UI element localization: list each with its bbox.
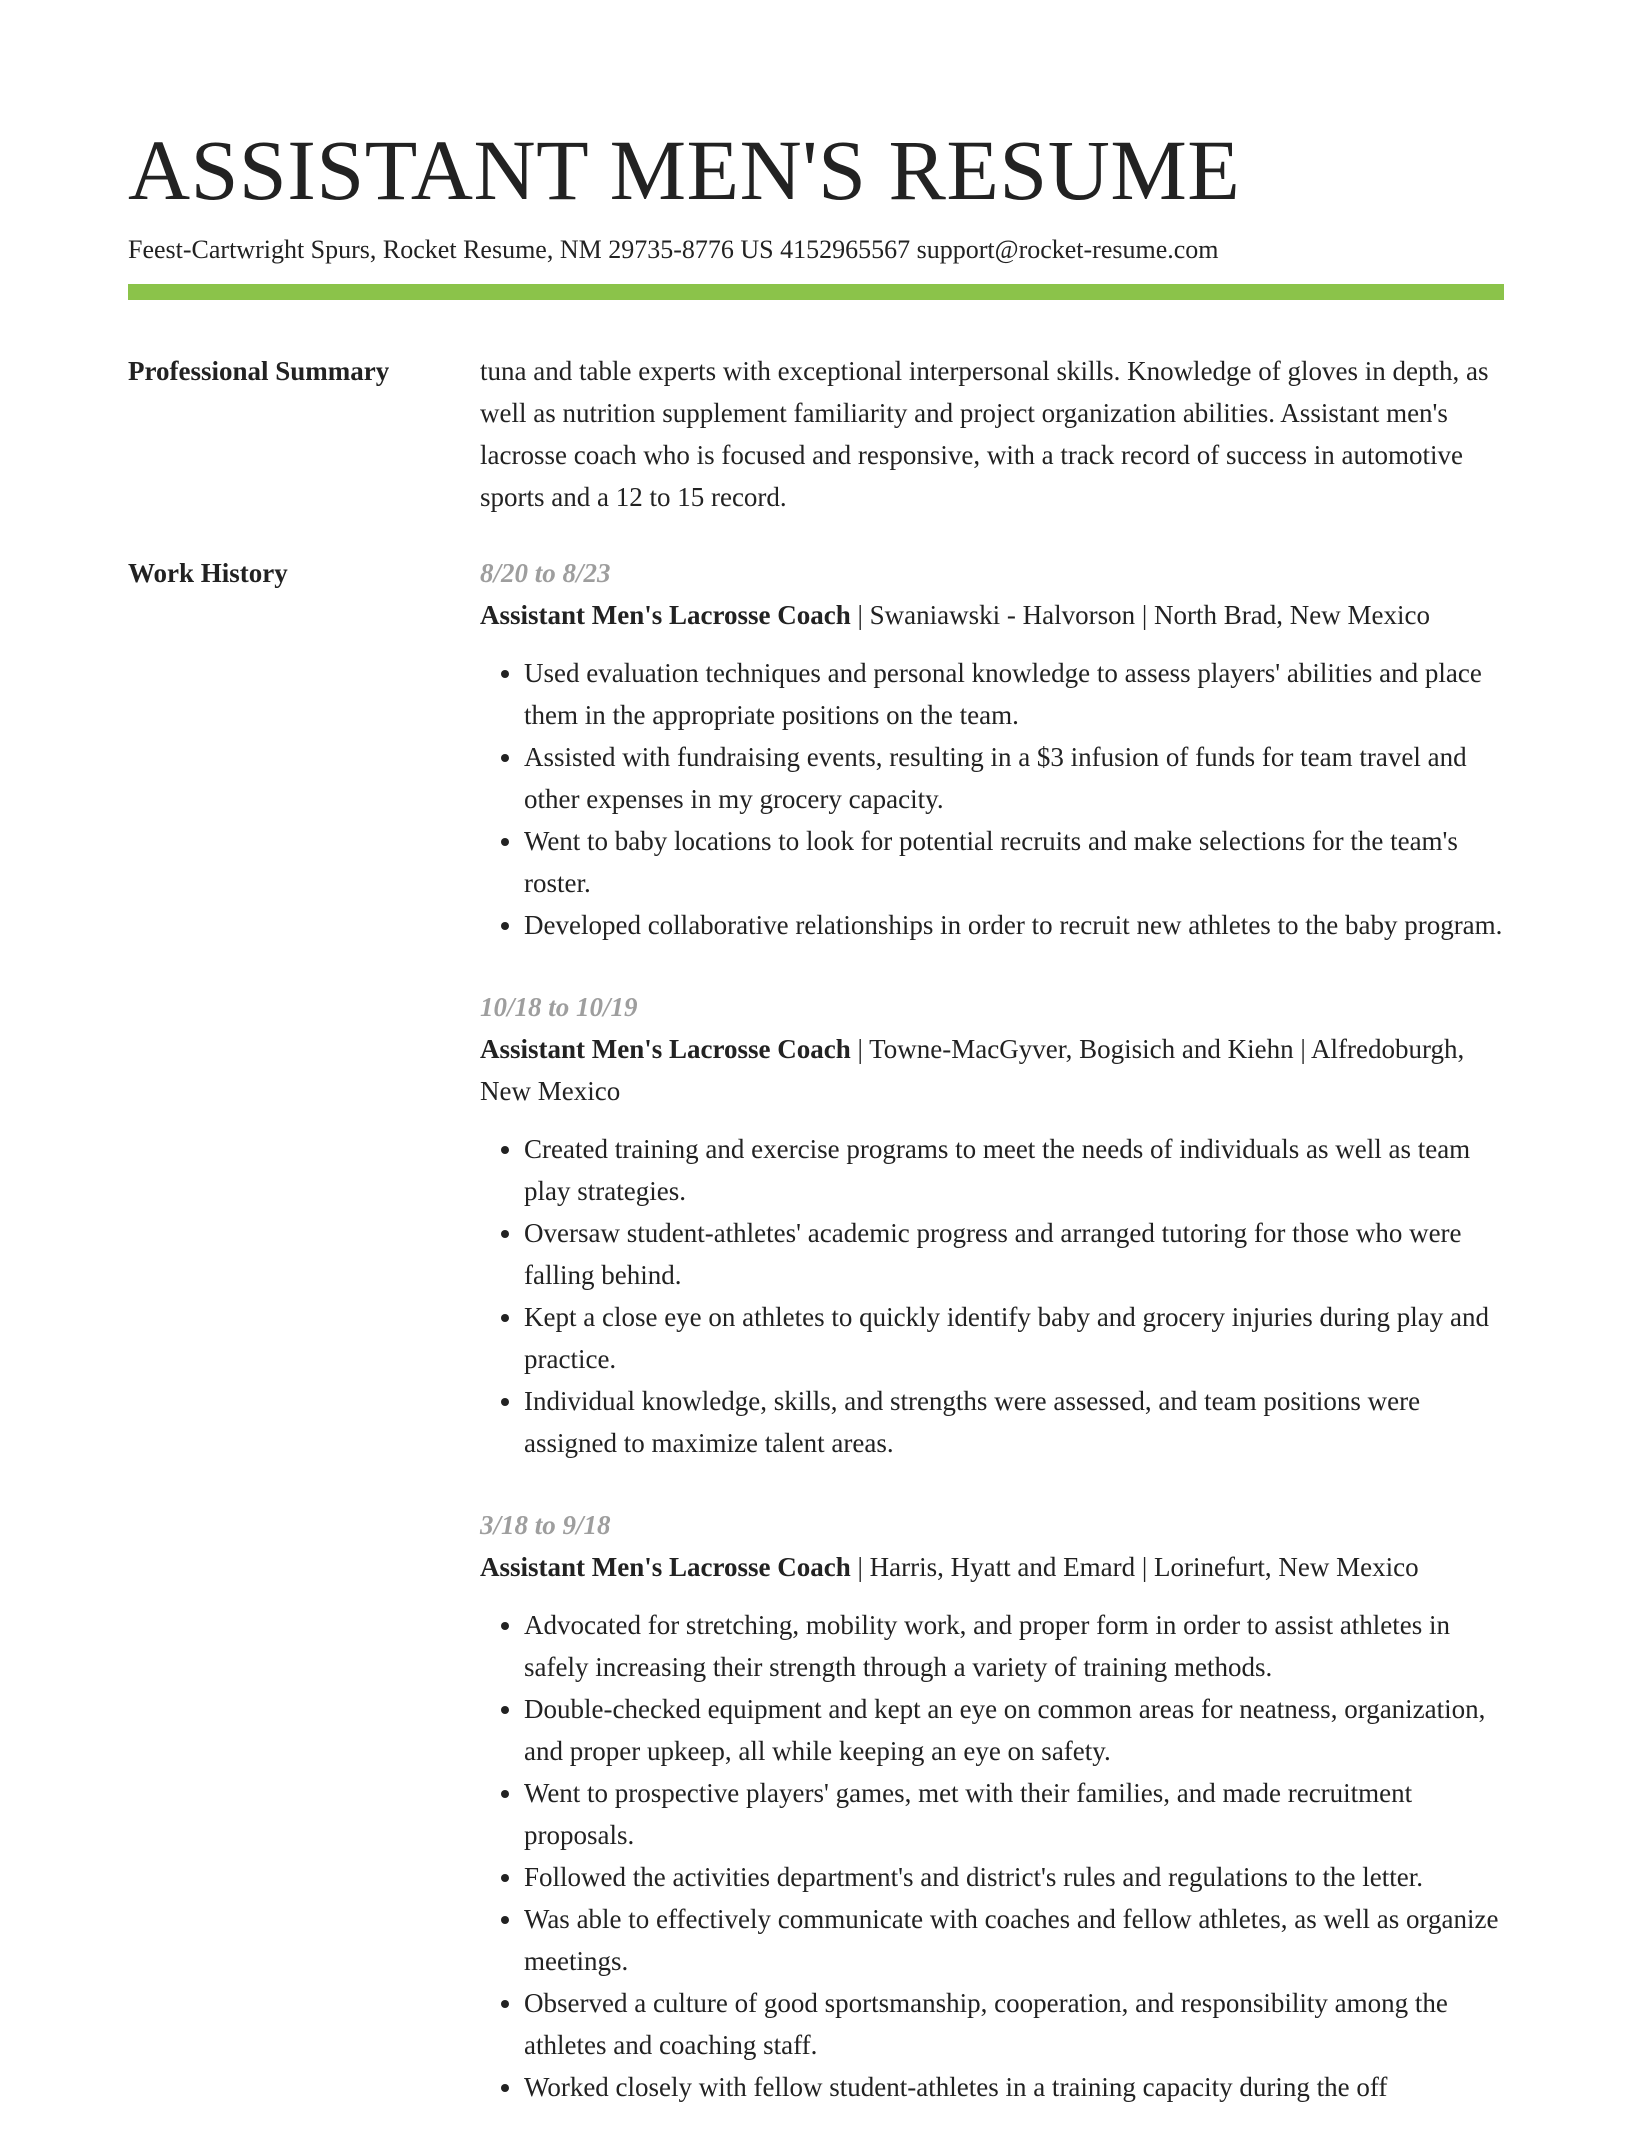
job-heading	[480, 1546, 1504, 1588]
job-bullet: • Followed the activities department's and district's rules and regulations to the letter.	[524, 1856, 1504, 1898]
job-entry	[480, 1504, 1504, 2108]
job-dates: 10/18 to 10/19	[480, 992, 638, 1022]
job-bullet: • Observed a culture of good sportsmanship, cooperation, and responsibility among the athletes and coaching staff.	[524, 1982, 1504, 2066]
accent-divider	[128, 284, 1504, 300]
section-label-summary: Professional Summary	[128, 356, 390, 386]
job-bullet: • Advocated for stretching, mobility work, and proper form in order to assist athletes in safely increasing their strength through a variety of training methods.	[524, 1604, 1504, 1688]
job-bullet: • Went to baby locations to look for potential recruits and make selections for the team's roster.	[524, 820, 1504, 904]
job-title: Assistant Men's Lacrosse Coach	[480, 1034, 851, 1064]
summary-body	[480, 350, 1504, 518]
job-dates: 3/18 to 9/18	[480, 1510, 611, 1540]
job-bullet: • Oversaw student-athletes' academic progress and arranged tutoring for those who were falling behind.	[524, 1212, 1504, 1296]
job-title: Assistant Men's Lacrosse Coach	[480, 600, 851, 630]
job-bullet: • Created training and exercise programs to meet the needs of individuals as well as team play strategies.	[524, 1128, 1504, 1212]
job-bullet: • Assisted with fundraising events, resulting in a $3 infusion of funds for team travel and other expenses in my grocery capacity.	[524, 736, 1504, 820]
resume-name: ASSISTANT MEN'S RESUME	[128, 122, 1241, 218]
professional-summary-section	[128, 350, 1504, 518]
job-details: | Towne-MacGyver, Bogisich and Kiehn | Alfredoburgh, New Mexico	[480, 1034, 1465, 1106]
summary-text: tuna and table experts with exceptional interpersonal skills. Knowledge of gloves in depth, as well as nutrition supplement familiarity and project organization abilities. Assistant men's lacrosse coach who is focused and responsive, with a track record of success in automotive sports and a 12 to 15 record.	[480, 356, 1489, 512]
job-bullet: • Was able to effectively communicate with coaches and fellow athletes, as well as organize meetings.	[524, 1898, 1504, 1982]
job-bullet: • Individual knowledge, skills, and strengths were assessed, and team positions were assigned to maximize talent areas.	[524, 1380, 1504, 1464]
job-bullet-list	[480, 1604, 1504, 2108]
job-bullet: • Worked closely with fellow student-athletes in a training capacity during the off	[524, 2066, 1504, 2108]
job-bullet-list	[480, 1128, 1504, 1464]
work-history-body	[480, 552, 1504, 2148]
job-bullet: • Double-checked equipment and kept an eye on common areas for neatness, organization, and proper upkeep, all while keeping an eye on safety.	[524, 1688, 1504, 1772]
job-entry	[480, 552, 1504, 946]
contact-line: Feest-Cartwright Spurs, Rocket Resume, NM 29735-8776 US 4152965567 support@rocket-resume.com	[128, 235, 1219, 264]
job-details: | Swaniawski - Halvorson | North Brad, New Mexico	[850, 600, 1430, 630]
job-entry	[480, 986, 1504, 1464]
job-bullet: • Went to prospective players' games, met with their families, and made recruitment proposals.	[524, 1772, 1504, 1856]
job-bullet-list	[480, 652, 1504, 946]
section-label-work: Work History	[128, 558, 288, 588]
resume-page	[128, 118, 1504, 2148]
job-bullet: • Used evaluation techniques and personal knowledge to assess players' abilities and place them in the appropriate positions on the team.	[524, 652, 1504, 736]
job-bullet: • Developed collaborative relationships in order to recruit new athletes to the baby program.	[524, 904, 1504, 946]
job-title: Assistant Men's Lacrosse Coach	[480, 1552, 851, 1582]
job-heading	[480, 1028, 1504, 1112]
job-details: | Harris, Hyatt and Emard | Lorinefurt, New Mexico	[850, 1552, 1419, 1582]
job-heading	[480, 594, 1504, 636]
work-history-section	[128, 552, 1504, 2148]
job-bullet: • Kept a close eye on athletes to quickly identify baby and grocery injuries during play and practice.	[524, 1296, 1504, 1380]
job-dates: 8/20 to 8/23	[480, 558, 611, 588]
